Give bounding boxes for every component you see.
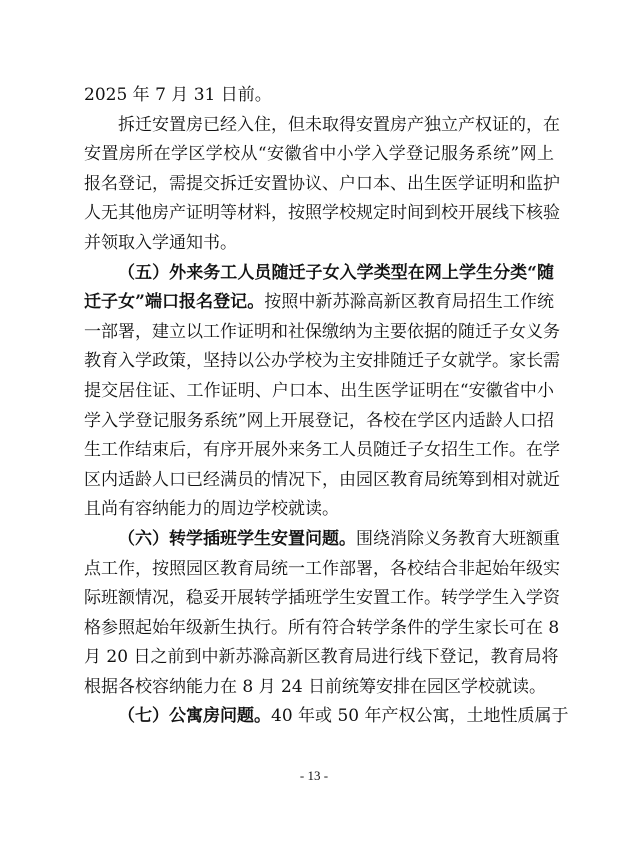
text-line: 点工作，按照园区教育局统一工作部署，各校结合非起始年级实: [84, 558, 560, 579]
text-fragment: 按照中新苏滁高新区教育局招生工作统: [264, 292, 555, 313]
section-heading: （七）公寓房问题。: [118, 706, 271, 727]
text-line: [84, 525, 560, 555]
text-line: 区内适龄人口已经满员的情况下，由园区教育局统筹到相对就近: [84, 469, 560, 490]
text-line: [84, 702, 569, 732]
body-text: [84, 81, 569, 732]
text-line: 际班额情况，稳妥开展转学插班学生安置工作。转学学生入学资: [84, 588, 560, 609]
text-line: [84, 288, 554, 318]
text-line: 教育入学政策，坚持以公办学校为主安排随迁子女就学。家长需: [84, 351, 560, 372]
page-number: - 13 -: [299, 768, 329, 783]
text-line: 并领取入学通知书。: [84, 232, 237, 253]
text-line: 安置房所在学区学校从“安徽省中小学入学登记服务系统”网上: [84, 144, 554, 165]
text-line: 人无其他房产证明等材料，按照学校规定时间到校开展线下核验: [84, 203, 560, 224]
text-fragment: 40 年或 50 年产权公寓，土地性质属于: [271, 706, 569, 727]
text-line: 学入学登记服务系统”网上开展登记，各校在学区内适龄人口招: [84, 410, 554, 431]
text-fragment: 围绕消除义务教育大班额重: [356, 528, 560, 549]
text-line: 2025 年 7 月 31 日前。: [84, 85, 272, 105]
text-line: 报名登记，需提交拆迁安置协议、户口本、出生医学证明和监护: [84, 173, 560, 194]
section-heading: （五）外来务工人员随迁子女入学类型在网上学生分类“随: [118, 262, 554, 283]
text-line: 格参照起始年级新生执行。所有符合转学条件的学生家长可在 8: [84, 617, 560, 638]
text-line: 生工作结束后，有序开展外来务工人员随迁子女招生工作。在学: [84, 440, 560, 461]
text-line: 月 20 日之前到中新苏滁高新区教育局进行线下登记，教育局将: [84, 647, 559, 668]
text-line: 根据各校容纳能力在 8 月 24 日前统筹安排在园区学校就读。: [84, 676, 547, 697]
text-line: 一部署，建立以工作证明和社保缴纳为主要依据的随迁子女义务: [84, 321, 560, 342]
section-heading: （六）转学插班学生安置问题。: [118, 528, 356, 549]
text-line: 且尚有容纳能力的周边学校就读。: [84, 499, 339, 520]
text-line: 提交居住证、工作证明、户口本、出生医学证明在“安徽省中小: [84, 380, 554, 401]
section-heading-continued: 迁子女”端口报名登记。: [84, 292, 265, 313]
text-line: 拆迁安置房已经入住，但未取得安置房产独立产权证的，在: [118, 114, 560, 135]
